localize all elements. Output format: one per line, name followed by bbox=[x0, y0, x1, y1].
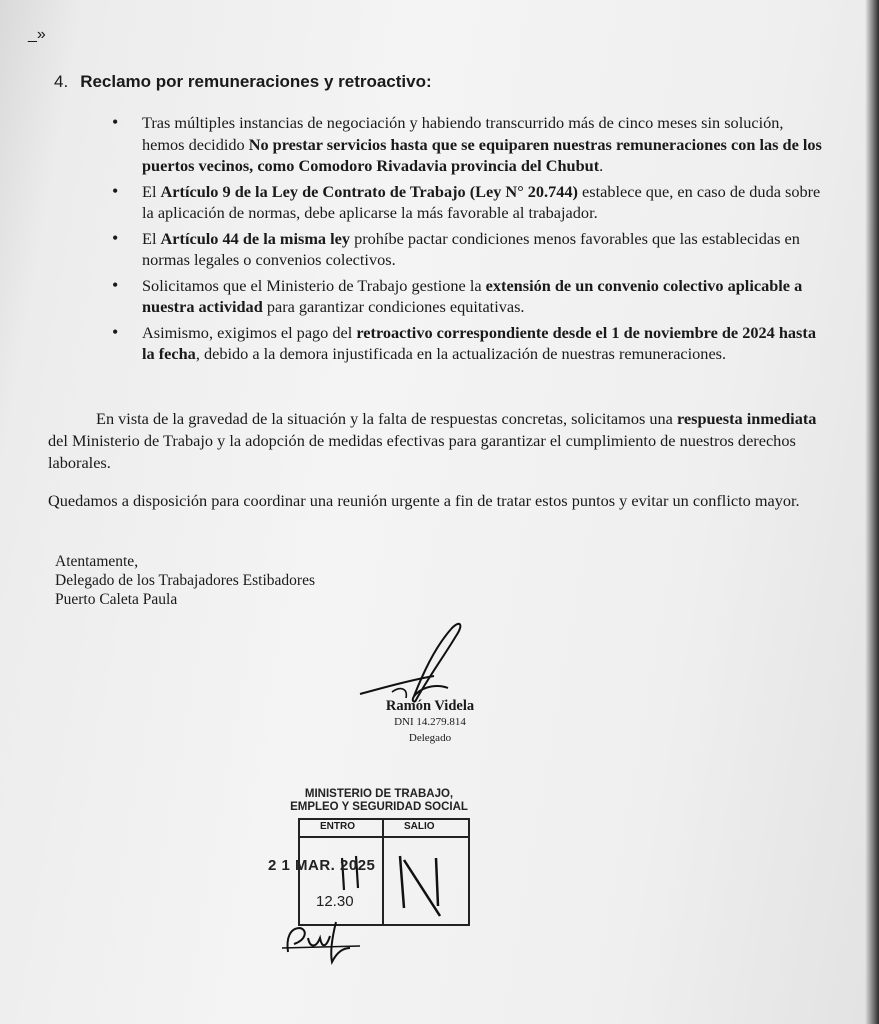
stamp-rule bbox=[300, 836, 468, 838]
closing-line: Puerto Caleta Paula bbox=[55, 591, 178, 608]
bullet-bold-text: Artículo 9 de la Ley de Contrato de Trabajo (Ley N° 20.744) bbox=[160, 181, 578, 201]
paragraph-request bbox=[48, 408, 818, 474]
bullet-bold-text: Artículo 44 de la misma ley bbox=[160, 228, 351, 248]
bullet-item bbox=[112, 275, 824, 318]
bullet-item bbox=[112, 181, 824, 224]
corner-mark: _» bbox=[28, 26, 46, 43]
signer-name: Ramón Videla bbox=[385, 698, 475, 714]
signer-block bbox=[360, 698, 500, 746]
handwritten-mark bbox=[392, 846, 462, 920]
stamp-header bbox=[284, 788, 474, 814]
stamp-date: 2 1 MAR. 2025 bbox=[268, 857, 376, 874]
section-title: Reclamo por remuneraciones y retroactivo: bbox=[80, 72, 432, 91]
bullet-bold-text: No prestar servicios hasta que se equiparen nuestras remuneraciones con las de los puertos vecinos, como Comodoro Rivadavia provincia del Chubut bbox=[142, 134, 822, 175]
signer-role: Delegado bbox=[408, 732, 452, 744]
bullet-text: Solicitamos que el Ministerio de Trabajo gestione la bbox=[142, 275, 486, 295]
paragraph-text: del Ministerio de Trabajo y la adopción de medidas efectivas para garantizar el cumplimiento de nuestros derechos laborales. bbox=[48, 431, 796, 472]
stamp-entro-label: ENTRO bbox=[320, 821, 355, 832]
bullet-text: . bbox=[599, 156, 604, 175]
bullet-text: establece que, en caso de duda sobre la aplicación de normas, debe aplicarse la más favorable al trabajador. bbox=[142, 181, 821, 222]
bullet-item bbox=[112, 228, 824, 271]
bullet-text: para garantizar condiciones equitativas. bbox=[262, 297, 525, 316]
paragraph-text: En vista de la gravedad de la situación y la falta de respuestas concretas, solicitamos una bbox=[96, 409, 677, 428]
signature-image bbox=[352, 618, 472, 708]
initials-image bbox=[280, 918, 380, 968]
signer-dni: DNI 14.279.814 bbox=[394, 716, 466, 728]
stamp-ministry-line: MINISTERIO DE TRABAJO, bbox=[304, 788, 454, 800]
stamp-salio-label: SALIO bbox=[404, 821, 435, 832]
salutation: Atentamente, bbox=[55, 553, 139, 570]
bullet-bold-text: extensión de un convenio colectivo aplicable a nuestra actividad bbox=[142, 275, 803, 316]
stamp-ministry-line: EMPLEO Y SEGURIDAD SOCIAL bbox=[290, 801, 468, 813]
stamp-time: 12.30 bbox=[316, 893, 354, 910]
closing-line: Delegado de los Trabajadores Estibadores bbox=[55, 572, 315, 589]
bullet-text: Asimismo, exigimos el pago del bbox=[142, 322, 357, 342]
bullet-list bbox=[112, 112, 824, 369]
paragraph-bold-text: respuesta inmediata bbox=[676, 409, 817, 428]
bullet-text: El bbox=[142, 228, 161, 248]
section-heading bbox=[54, 72, 432, 92]
bullet-text: prohíbe pactar condiciones menos favorables que las establecidas en normas legales o convenios colectivos. bbox=[142, 228, 800, 269]
section-number: 4. bbox=[54, 72, 69, 91]
bullet-text: Tras múltiples instancias de negociación y habiendo transcurrido más de cinco meses sin solución, hemos decidido bbox=[142, 113, 784, 154]
bullet-item bbox=[112, 322, 824, 365]
bullet-item bbox=[112, 112, 824, 177]
bullet-text: El bbox=[142, 181, 161, 201]
stamp-divider bbox=[382, 820, 384, 924]
bullet-text: , debido a la demora injustificada en la actualización de nuestras remuneraciones. bbox=[195, 344, 727, 363]
closing-block bbox=[55, 552, 315, 609]
bullet-bold-text: retroactivo correspondiente desde el 1 de noviembre de 2024 hasta la fecha bbox=[142, 322, 816, 363]
paragraph-availability: Quedamos a disposición para coordinar una reunión urgente a fin de tratar estos puntos y evitar un conflicto mayor. bbox=[48, 491, 800, 510]
page-edge-shadow bbox=[865, 0, 879, 1024]
